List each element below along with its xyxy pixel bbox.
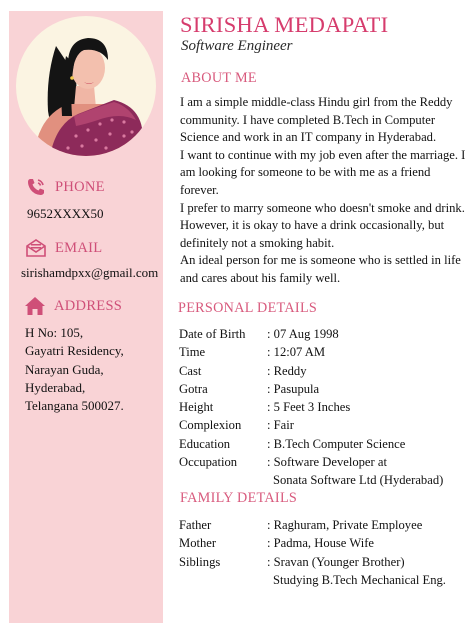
detail-row-continuation: Sonata Software Ltd (Hyderabad)	[273, 473, 444, 488]
email-label: EMAIL	[55, 239, 103, 256]
avatar	[16, 16, 156, 156]
family-details	[179, 516, 446, 589]
phone-number[interactable]: 9652XXXX50	[27, 206, 104, 221]
detail-label: Gotra	[179, 381, 208, 396]
phone-icon	[25, 176, 47, 198]
detail-row	[179, 453, 443, 471]
phone-heading	[25, 176, 105, 198]
detail-value: : 12:07 AM	[267, 345, 326, 360]
detail-value: : Pasupula	[267, 381, 320, 396]
family-value: : Sravan (Younger Brother)	[267, 554, 405, 569]
family-title: FAMILY DETAILS	[180, 490, 298, 506]
detail-value: : Reddy	[267, 363, 307, 378]
about-paragraph: I prefer to marry someone who doesn't smoke and drink. However, it is okay to have a drink occasionally, but definitely not a smoking habit.	[180, 200, 465, 250]
profile-name: SIRISHA MEDAPATI	[180, 12, 389, 37]
personal-title: PERSONAL DETAILS	[178, 300, 318, 316]
profile-role: Software Engineer	[181, 38, 293, 54]
family-label: Mother	[179, 536, 217, 551]
email-heading	[25, 237, 102, 259]
address-line: Narayan Guda,	[25, 361, 104, 377]
detail-value: : Software Developer at	[267, 455, 387, 470]
family-label: Siblings	[179, 554, 221, 569]
detail-value: : 07 Aug 1998	[267, 327, 339, 341]
home-icon	[24, 295, 46, 317]
detail-label: Occupation	[179, 455, 238, 470]
personal-details	[179, 325, 443, 490]
address-heading	[24, 295, 122, 317]
family-label: Father	[179, 518, 212, 532]
detail-row	[179, 435, 443, 453]
woman-portrait-illustration	[16, 16, 156, 156]
detail-row	[179, 343, 443, 361]
about-title: ABOUT ME	[181, 70, 257, 86]
address-block	[25, 324, 124, 415]
detail-row	[179, 398, 443, 416]
family-row	[179, 516, 446, 534]
detail-row	[179, 380, 443, 398]
phone-label: PHONE	[55, 178, 105, 195]
detail-row	[179, 325, 443, 343]
address-line: H No: 105,	[25, 325, 84, 340]
detail-value: : Fair	[267, 418, 294, 433]
address-line: Gayatri Residency,	[25, 343, 124, 359]
about-text	[180, 94, 468, 288]
detail-row	[179, 416, 443, 434]
email-address[interactable]: sirishamdpxx@gmail.com	[21, 265, 159, 280]
detail-label: Time	[179, 345, 206, 360]
family-row-continuation: Studying B.Tech Mechanical Eng.	[273, 572, 446, 587]
detail-row	[179, 362, 443, 380]
detail-label: Date of Birth	[179, 327, 246, 341]
detail-value: : B.Tech Computer Science	[267, 436, 406, 451]
address-label: ADDRESS	[54, 297, 123, 314]
family-value: : Padma, House Wife	[267, 536, 374, 551]
family-value: : Raghuram, Private Employee	[267, 518, 423, 532]
detail-label: Complexion	[179, 418, 242, 433]
detail-label: Education	[179, 436, 231, 451]
address-line: Hyderabad,	[25, 379, 86, 395]
detail-value: : 5 Feet 3 Inches	[267, 400, 351, 415]
about-paragraph: I am a simple middle-class Hindu girl from the Reddy community. I have completed B.Tech in Computer Science and work in an IT company in Hyderabad.	[180, 95, 453, 145]
family-row	[179, 553, 446, 571]
detail-label: Height	[179, 400, 214, 415]
detail-label: Cast	[179, 363, 202, 378]
about-paragraph: An ideal person for me is someone who is settled in life and cares about his family well.	[180, 253, 461, 285]
address-line: Telangana 500027.	[25, 398, 124, 414]
about-paragraph: I want to continue with my job even after the marriage. I am looking for someone to be with me as a friend forever.	[180, 147, 466, 197]
envelope-icon	[25, 237, 47, 259]
family-row	[179, 534, 446, 552]
